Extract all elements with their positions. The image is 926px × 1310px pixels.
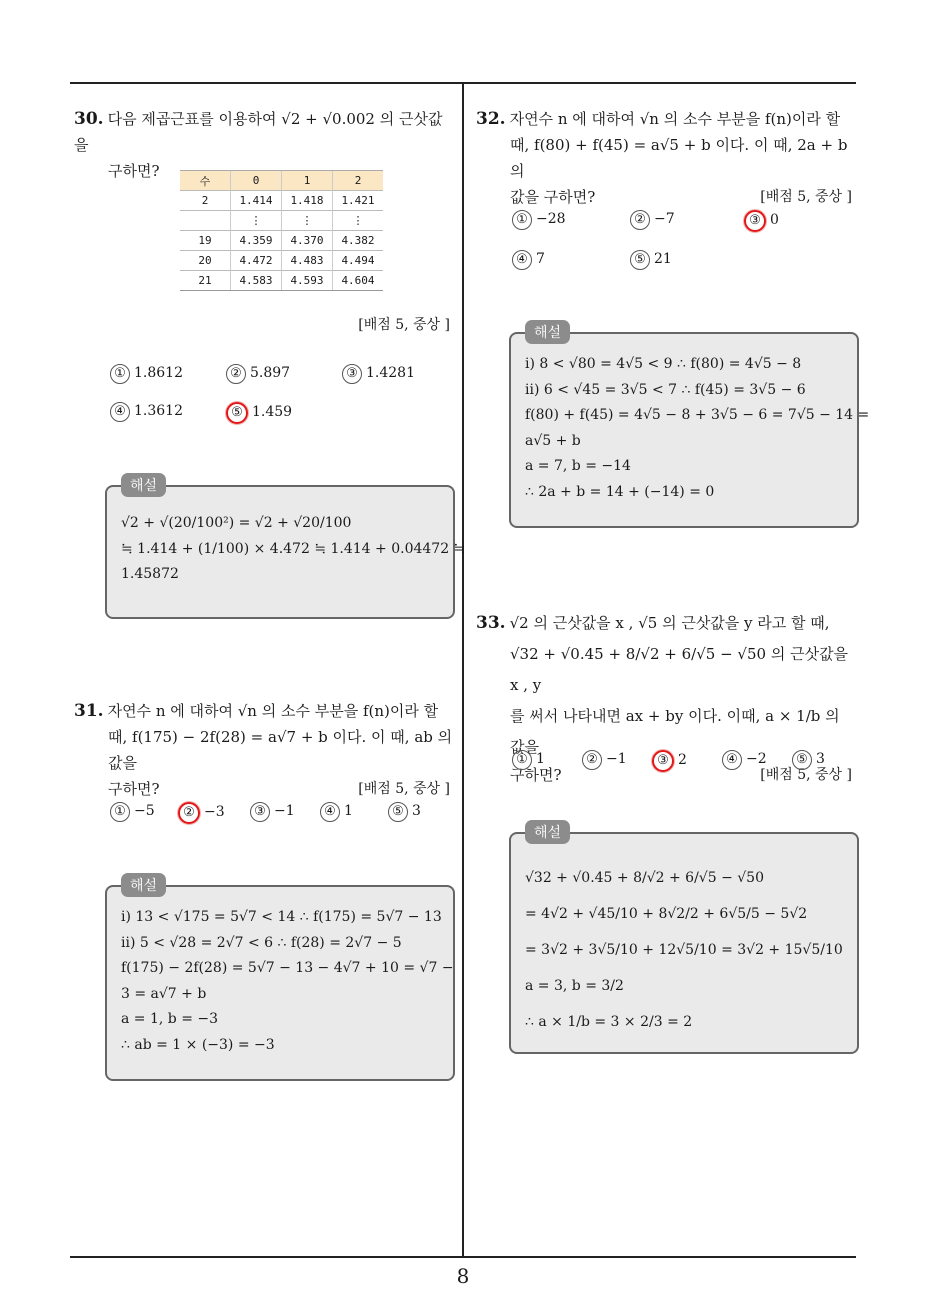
choice-text: −5: [134, 803, 155, 819]
table-cell: 4.472: [231, 251, 282, 271]
question-32: [476, 106, 856, 210]
choice-text: 1.8612: [134, 365, 183, 381]
solution-line: = 3√2 + 3√5/10 + 12√5/10 = 3√2 + 15√5/10: [525, 942, 843, 958]
choice-text: 1: [344, 803, 353, 819]
solution-lines: [121, 905, 454, 1058]
table-header: [180, 171, 383, 191]
answer-choices: [110, 364, 450, 424]
question-stem: 자연수 n 에 대하여 √n 의 소수 부분을 f(n)이라 할: [509, 110, 841, 128]
table-cell: 4.593: [282, 271, 333, 291]
choice-2-selected[interactable]: [178, 802, 225, 824]
answer-choices: [110, 802, 450, 826]
page-number: 8: [456, 1264, 470, 1288]
solution-line: ∴ 2a + b = 14 + (−14) = 0: [525, 483, 715, 500]
choice-4[interactable]: [320, 802, 353, 822]
choice-text: −2: [746, 751, 767, 767]
table-header-cell: 수: [180, 171, 231, 191]
solution-label: 해설: [525, 320, 570, 344]
choice-text: 7: [536, 251, 545, 267]
choice-number: ⑤: [226, 402, 248, 424]
table-header-cell: 1: [282, 171, 333, 191]
table-cell: 4.359: [231, 231, 282, 251]
table-cell: [180, 211, 231, 231]
choice-3-selected[interactable]: [744, 210, 779, 232]
question-stem: 때, f(175) − 2f(28) = a√7 + b 이다. 이 때, ab 의 값을: [108, 728, 453, 772]
question-stem: 를 써서 나타내면 ax + by 이다. 이때, a × 1/b 의 값을: [510, 707, 840, 756]
choice-number: ④: [320, 802, 340, 822]
choice-text: 1.459: [252, 404, 293, 420]
choice-number: ②: [226, 364, 246, 384]
choice-number: ①: [110, 364, 130, 384]
table-cell: 20: [180, 251, 231, 271]
solution-line: ∴ a × 1/b = 3 × 2/3 = 2: [525, 1014, 693, 1030]
score-meta: [배점 5, 중상 ]: [760, 189, 852, 205]
table-cell: 4.370: [282, 231, 333, 251]
choice-3[interactable]: [250, 802, 295, 822]
solution-line: ⅱ) 6 < √45 = 3√5 < 7 ∴ f(45) = 3√5 − 6: [525, 381, 806, 398]
question-31: [74, 698, 454, 802]
table-cell: 2: [180, 191, 231, 211]
choice-number: ③: [250, 802, 270, 822]
solution-line: = 4√2 + √45/10 + 8√2/2 + 6√5/5 − 5√2: [525, 906, 808, 922]
solution-line: ⅰ) 13 < √175 = 5√7 < 14 ∴ f(175) = 5√7 − 13: [121, 909, 442, 925]
solution-line: ∴ ab = 1 × (−3) = −3: [121, 1036, 275, 1053]
choice-5[interactable]: [388, 802, 421, 822]
solution-lines: [525, 860, 847, 1040]
choice-2[interactable]: [226, 364, 290, 384]
solution-label: 해설: [121, 873, 166, 897]
table-cell: 4.483: [282, 251, 333, 271]
choice-2[interactable]: [630, 210, 675, 230]
solution-box: [509, 325, 870, 528]
choice-text: 3: [412, 803, 421, 819]
solution-line: √2 + √(20/100²) = √2 + √20/100: [121, 515, 352, 531]
solution-lines: [525, 352, 870, 505]
question-number: 33.: [476, 613, 506, 633]
table-row: [180, 191, 383, 211]
table-cell: ⋮: [333, 211, 384, 231]
choice-3-selected[interactable]: [652, 750, 687, 772]
choice-text: −3: [204, 804, 225, 820]
choice-2[interactable]: [582, 750, 627, 770]
solution-line: 1.45872: [121, 566, 179, 582]
table-cell: ⋮: [231, 211, 282, 231]
solution-line: a = 7, b = −14: [525, 458, 631, 474]
answer-choices: [512, 750, 852, 774]
choice-text: 1: [536, 751, 545, 767]
table-row: [180, 251, 383, 271]
question-stem: √2 의 근삿값을 x , √5 의 근삿값을 y 라고 할 때,: [509, 614, 830, 632]
choice-text: 3: [816, 751, 825, 767]
choice-text: −1: [274, 803, 295, 819]
table-cell: 4.382: [333, 231, 384, 251]
question-stem: 구하면?: [108, 780, 160, 798]
choice-text: −7: [654, 211, 675, 227]
choice-number: ②: [582, 750, 602, 770]
score-meta: [배점 5, 중상 ]: [358, 317, 450, 333]
table-row: [180, 211, 383, 231]
table-cell: 1.418: [282, 191, 333, 211]
table-cell: ⋮: [282, 211, 333, 231]
answer-choices: [512, 210, 852, 272]
choice-number: ⑤: [792, 750, 812, 770]
choice-text: 1.3612: [134, 403, 183, 419]
question-number: 32.: [476, 109, 506, 129]
solution-line: a = 3, b = 3/2: [525, 978, 624, 994]
solution-label: 해설: [525, 820, 570, 844]
choice-4[interactable]: [110, 402, 183, 422]
solution-line: √32 + √0.45 + 8/√2 + 6/√5 − √50: [525, 870, 764, 886]
choice-4[interactable]: [722, 750, 767, 770]
score-meta: [배점 5, 중상 ]: [358, 781, 450, 797]
choice-4[interactable]: [512, 250, 545, 270]
question-stem: 값을 구하면?: [510, 188, 596, 206]
question-stem: √32 + √0.45 + 8/√2 + 6/√5 − √50 의 근삿값을 x , y: [510, 645, 849, 694]
choice-text: 1.4281: [366, 365, 415, 381]
score-meta: [배점 5, 중상 ]: [760, 767, 852, 783]
question-stem: 자연수 n 에 대하여 √n 의 소수 부분을 f(n)이라 할: [107, 702, 439, 720]
table-header-cell: 0: [231, 171, 282, 191]
solution-line: ⅱ) 5 < √28 = 2√7 < 6 ∴ f(28) = 2√7 − 5: [121, 934, 402, 951]
table-cell: 1.421: [333, 191, 384, 211]
solution-line: ⅰ) 8 < √80 = 4√5 < 9 ∴ f(80) = 4√5 − 8: [525, 356, 802, 372]
question-stem: 때, f(80) + f(45) = a√5 + b 이다. 이 때, 2a + b 의: [510, 136, 848, 180]
choice-number: ④: [512, 250, 532, 270]
choice-number: ①: [512, 750, 532, 770]
choice-1[interactable]: [110, 802, 155, 822]
choice-number: ①: [110, 802, 130, 822]
table-cell: 19: [180, 231, 231, 251]
choice-number: ②: [630, 210, 650, 230]
solution-lines: [121, 511, 466, 588]
choice-number: ⑤: [630, 250, 650, 270]
question-stem: 다음 제곱근표를 이용하여 √2 + √0.002 의 근삿값을: [74, 110, 443, 154]
choice-1[interactable]: [512, 750, 545, 770]
choice-number: ⑤: [388, 802, 408, 822]
choice-1[interactable]: [512, 210, 566, 230]
table-cell: 21: [180, 271, 231, 291]
table-row: [180, 271, 383, 291]
choice-number: ④: [722, 750, 742, 770]
solution-label: 해설: [121, 473, 166, 497]
choice-5[interactable]: [630, 250, 672, 270]
solution-line: ≒ 1.414 + (1/100) × 4.472 ≒ 1.414 + 0.04472 ≒: [121, 540, 466, 557]
question-number: 30.: [74, 109, 104, 129]
solution-line: a√5 + b: [525, 432, 581, 449]
choice-text: 21: [654, 251, 672, 267]
choice-number: ①: [512, 210, 532, 230]
table-header-cell: 2: [333, 171, 384, 191]
table-cell: 4.604: [333, 271, 384, 291]
choice-3[interactable]: [342, 364, 415, 384]
choice-text: −28: [536, 211, 566, 227]
table-cell: 4.494: [333, 251, 384, 271]
solution-box: [105, 478, 466, 619]
solution-line: 3 = a√7 + b: [121, 985, 207, 1002]
solution-line: f(175) − 2f(28) = 5√7 − 13 − 4√7 + 10 = √7 −: [121, 960, 454, 976]
table-row: [180, 231, 383, 251]
choice-text: 0: [770, 212, 779, 228]
question-stem: 구하면?: [108, 162, 160, 180]
solution-line: f(80) + f(45) = 4√5 − 8 + 3√5 − 6 = 7√5 − 14 =: [525, 407, 870, 423]
table-cell: 1.414: [231, 191, 282, 211]
choice-5[interactable]: [792, 750, 825, 770]
square-root-table: [180, 170, 383, 291]
column-divider: [462, 82, 464, 1256]
question-stem: 구하면?: [510, 766, 562, 784]
choice-text: 2: [678, 752, 687, 768]
choice-number: ④: [110, 402, 130, 422]
choice-number: ③: [652, 750, 674, 772]
solution-line: a = 1, b = −3: [121, 1011, 219, 1027]
choice-number: ③: [744, 210, 766, 232]
solution-box: [509, 825, 859, 1054]
choice-5-selected[interactable]: [226, 402, 292, 424]
choice-text: −1: [606, 751, 627, 767]
solution-box: [105, 878, 455, 1081]
question-number: 31.: [74, 701, 104, 721]
bottom-rule: [70, 1256, 856, 1258]
table-cell: 4.583: [231, 271, 282, 291]
choice-text: 5.897: [250, 365, 291, 381]
choice-1[interactable]: [110, 364, 183, 384]
choice-number: ③: [342, 364, 362, 384]
choice-number: ②: [178, 802, 200, 824]
